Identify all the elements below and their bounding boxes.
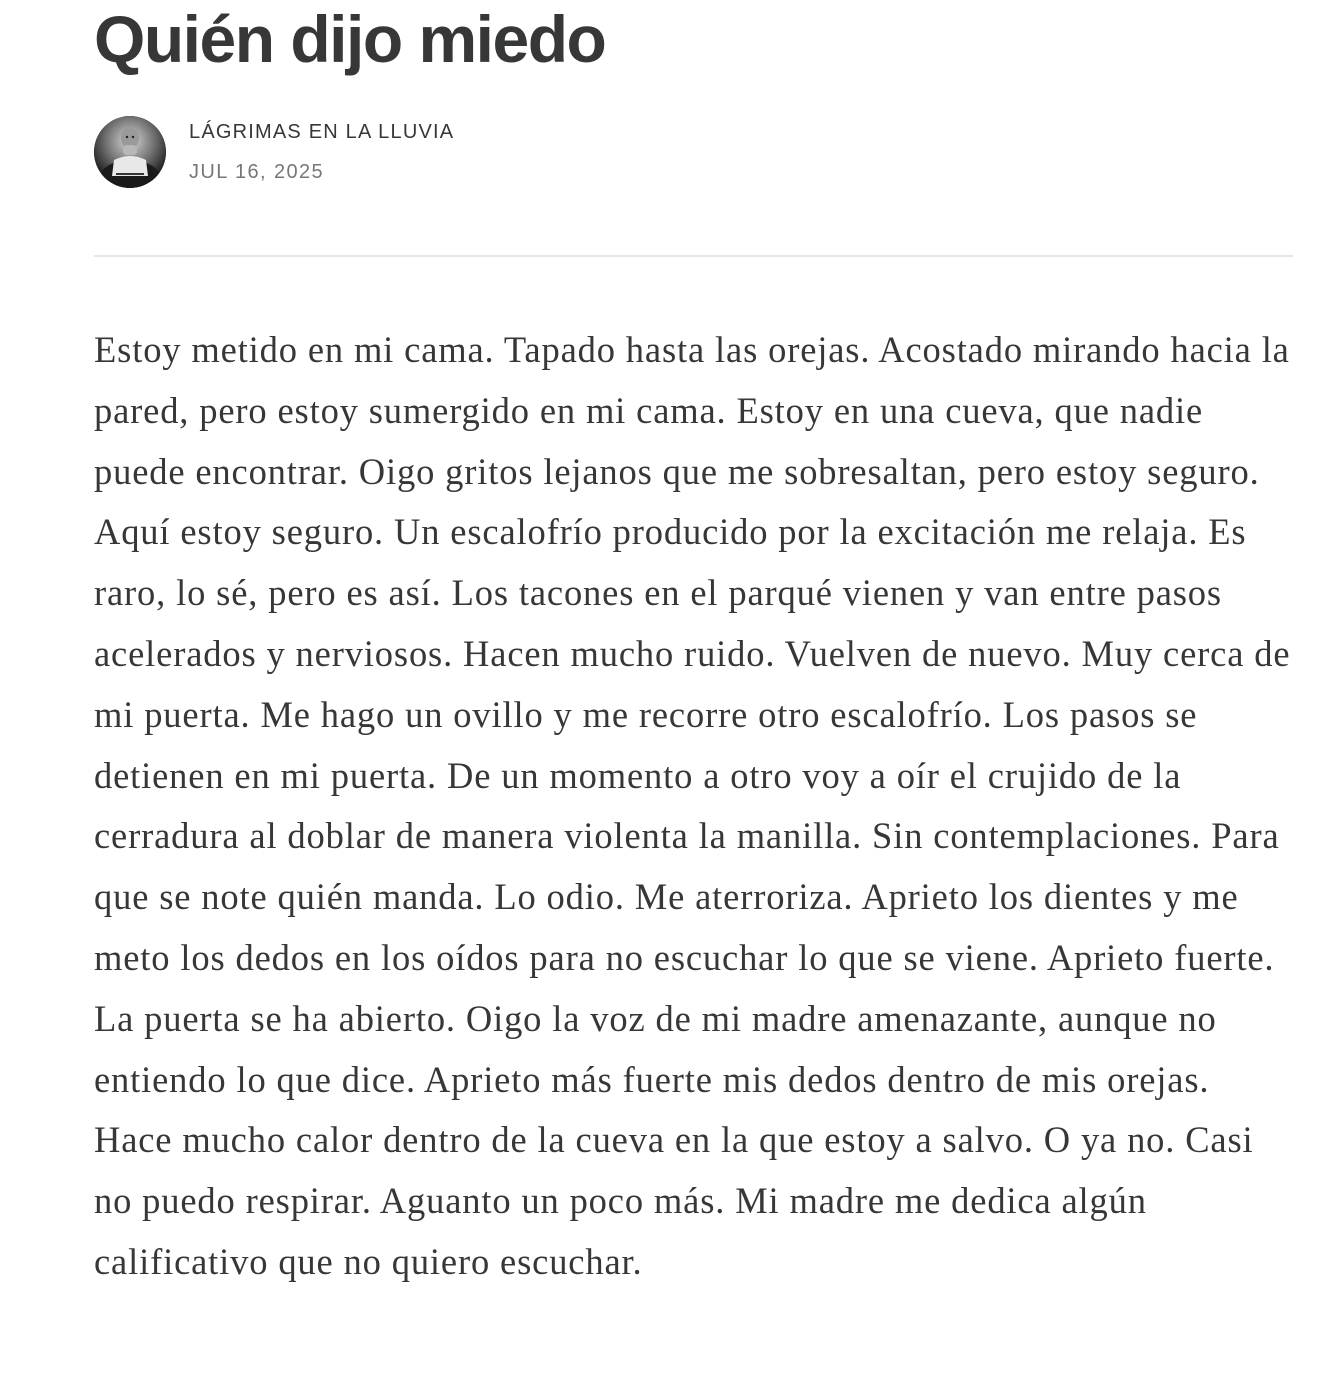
post-date: JUL 16, 2025 [189, 161, 325, 183]
post-body-paragraph: Estoy metido en mi cama. Tapado hasta las orejas. Acostado mirando hacia la pared, pero estoy sumergido en mi cama. Estoy en una cueva, que nadie puede encontrar. Oigo gritos lejanos que me sobresaltan, pero estoy seguro. Aquí estoy seguro. Un escalofrío producido por la excitación me relaja. Es raro, lo sé, pero es así. Los tacones en el parqué vienen y van entre pasos acelerados y nerviosos. Hacen mucho ruido. Vuelven de nuevo. Muy cerca de mi puerta. Me hago un ovillo y me recorre otro escalofrío. Los pasos se detienen en mi puerta. De un momento a otro voy a oír el crujido de la cerradura al doblar de manera violenta la manilla. Sin contemplaciones. Para que se note quién manda. Lo odio. Me aterroriza. Aprieto los dientes y me meto los dedos en los oídos para no escuchar lo que se viene. Aprieto fuerte. La puerta se ha abierto. Oigo la voz de mi madre amenazante, aunque no entiendo lo que dice. Aprieto más fuerte mis dedos dentro de mis orejas. Hace mucho calor dentro de la cueva en la que estoy a salvo. O ya no. Casi no puedo respirar. Aguanto un poco más. Mi madre me dedica algún calificativo que no quiero escuchar. [94, 329, 1291, 1282]
author-avatar[interactable] [94, 116, 166, 188]
header-divider [94, 255, 1293, 257]
avatar-photo-icon [94, 116, 166, 188]
author-name-link[interactable]: LÁGRIMAS EN LA LLUVIA [189, 121, 455, 143]
post-byline [94, 116, 994, 188]
post-title: Quién dijo miedo [94, 2, 606, 76]
byline-text [189, 118, 454, 186]
